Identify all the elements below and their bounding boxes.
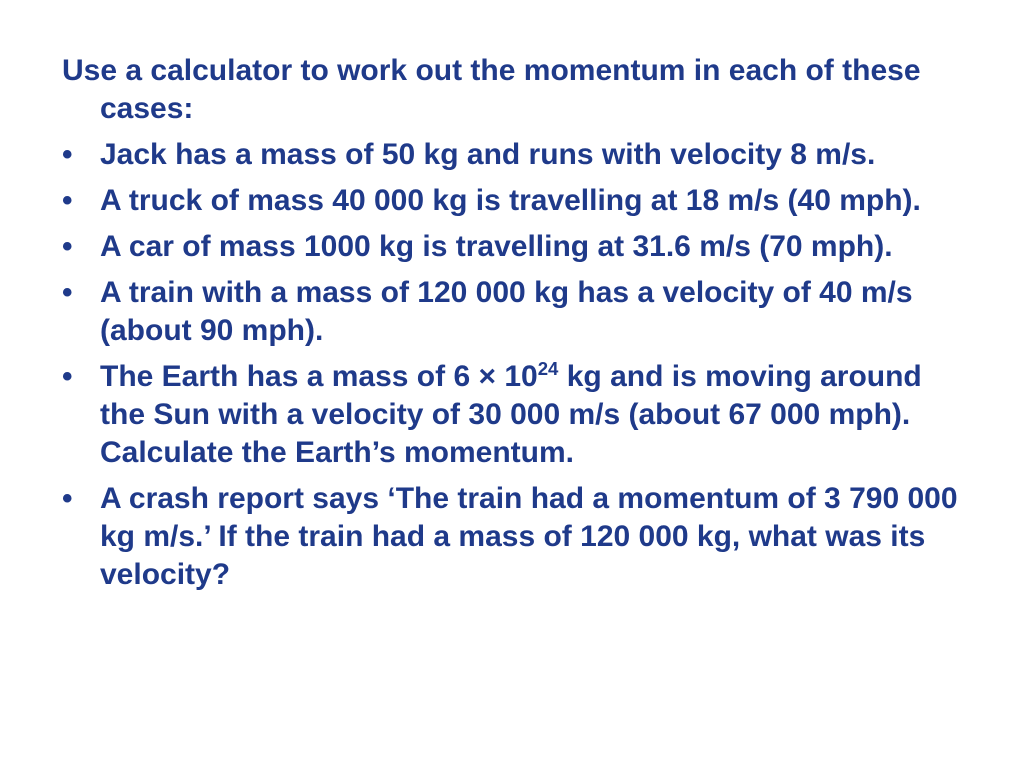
bullet-icon: • xyxy=(62,276,73,309)
earth-text-before: The Earth has a mass of 6 × 10 xyxy=(100,360,538,393)
slide-content xyxy=(62,52,972,602)
bullet-icon: • xyxy=(62,230,73,263)
list-item xyxy=(62,358,972,472)
bullet-icon: • xyxy=(62,482,73,515)
question-text xyxy=(100,360,922,469)
list-item xyxy=(62,480,972,594)
bullet-icon: • xyxy=(62,360,73,393)
list-item xyxy=(62,274,972,350)
list-item xyxy=(62,182,972,220)
question-text: A truck of mass 40 000 kg is travelling at 18 m/s (40 mph). xyxy=(100,184,921,217)
bullet-icon: • xyxy=(62,138,73,171)
question-text: A car of mass 1000 kg is travelling at 31.6 m/s (70 mph). xyxy=(100,230,893,263)
list-item xyxy=(62,136,972,174)
question-text: A train with a mass of 120 000 kg has a velocity of 40 m/s (about 90 mph). xyxy=(100,276,913,347)
intro-text: Use a calculator to work out the momentum in each of these cases: xyxy=(62,54,921,125)
earth-text-after: kg and is moving around the Sun with a velocity of 30 000 m/s (about 67 000 mph). Calculate the Earth’s momentum. xyxy=(100,360,922,469)
list-item xyxy=(62,228,972,266)
exponent: 24 xyxy=(537,358,559,379)
question-list xyxy=(62,136,972,594)
question-text: Jack has a mass of 50 kg and runs with velocity 8 m/s. xyxy=(100,138,876,171)
question-text: A crash report says ‘The train had a momentum of 3 790 000 kg m/s.’ If the train had a mass of 120 000 kg, what was its velocity? xyxy=(100,482,958,591)
bullet-icon: • xyxy=(62,184,73,217)
